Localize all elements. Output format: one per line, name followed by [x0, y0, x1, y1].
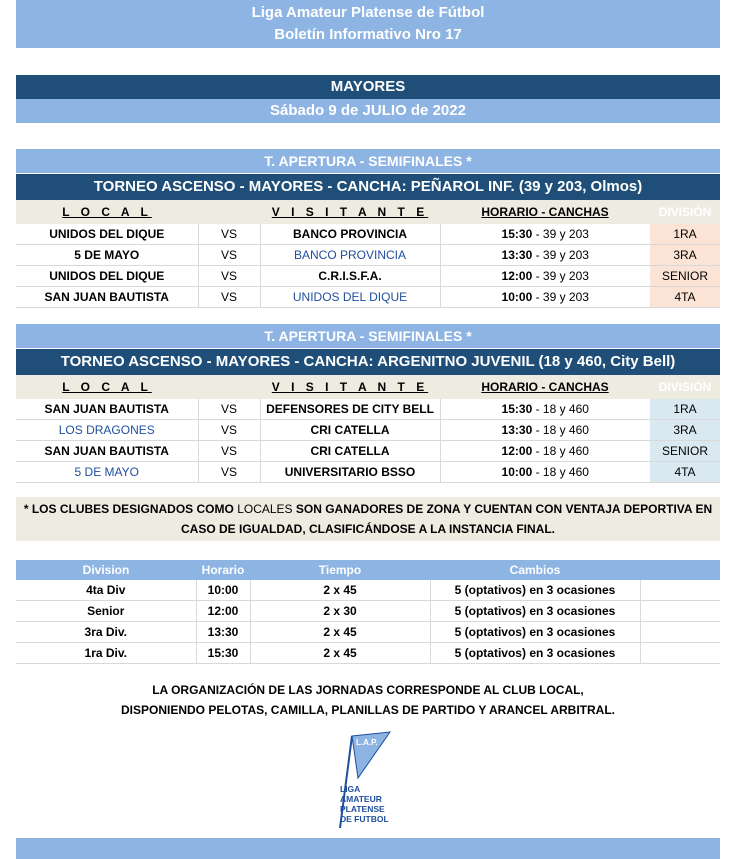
- visitor-team: C.R.I.S.F.A.: [260, 266, 440, 287]
- local-team: 5 DE MAYO: [16, 245, 198, 266]
- organization-line-2: DISPONIENDO PELOTAS, CAMILLA, PLANILLAS DE PARTIDO Y ARANCEL ARBITRAL.: [120, 703, 615, 717]
- division-cell: 1RA: [650, 224, 720, 245]
- match-row: [16, 399, 720, 420]
- organization-line-1: LA ORGANIZACIÓN DE LAS JORNADAS CORRESPONDE AL CLUB LOCAL,: [152, 683, 584, 697]
- match-format-table: [16, 560, 720, 664]
- division-cell: 4ta Div: [16, 580, 196, 601]
- visitor-team: CRI CATELLA: [260, 420, 440, 441]
- duration-cell: 2 x 30: [250, 601, 430, 622]
- match-row: [16, 224, 720, 245]
- match-date: Sábado 9 de JULIO de 2022: [16, 99, 720, 123]
- duration-cell: 2 x 45: [250, 580, 430, 601]
- tournament-title-2: TORNEO ASCENSO - MAYORES - CANCHA: ARGENITNO JUVENIL (18 y 460, City Bell): [16, 349, 720, 375]
- changes-cell: 5 (optativos) en 3 ocasiones: [430, 601, 640, 622]
- local-team: 5 DE MAYO: [16, 462, 198, 483]
- changes-cell: 5 (optativos) en 3 ocasiones: [430, 643, 640, 664]
- bottom-bar: [16, 838, 720, 859]
- league-logo: [332, 728, 412, 836]
- league-name: Liga Amateur Platense de Fútbol: [251, 4, 485, 21]
- versus: VS: [198, 441, 260, 462]
- bulletin-number: Boletín Informativo Nro 17: [274, 26, 462, 43]
- division-cell: SENIOR: [650, 266, 720, 287]
- stage-title-1: T. APERTURA - SEMIFINALES *: [16, 149, 720, 173]
- division-cell: 4TA: [650, 462, 720, 483]
- time-field: 10:00 - 18 y 460: [440, 462, 650, 483]
- local-team: SAN JUAN BAUTISTA: [16, 287, 198, 308]
- versus: VS: [198, 399, 260, 420]
- visitor-team: CRI CATELLA: [260, 441, 440, 462]
- versus: VS: [198, 462, 260, 483]
- visitor-header: V I S I T A N T E: [260, 200, 440, 224]
- versus: VS: [198, 245, 260, 266]
- versus: VS: [198, 287, 260, 308]
- match-row: [16, 420, 720, 441]
- schedule-header: HORARIO - CANCHAS: [440, 200, 650, 224]
- time-field: 15:30 - 18 y 460: [440, 399, 650, 420]
- visitor-team: BANCO PROVINCIA: [260, 224, 440, 245]
- division-header: DIVISIÓN: [650, 375, 720, 399]
- stage-title-2: T. APERTURA - SEMIFINALES *: [16, 324, 720, 348]
- logo-text: LIGA AMATEUR PLATENSE DE FUTBOL: [340, 784, 389, 824]
- time-field: 13:30 - 18 y 460: [440, 420, 650, 441]
- note-line-1: * LOS CLUBES DESIGNADOS COMO LOCALES SON GANADORES DE ZONA Y CUENTAN CON VENTAJA DEPORTIVA EN: [23, 502, 713, 516]
- match-row: [16, 287, 720, 308]
- time-field: 10:00 - 39 y 203: [440, 287, 650, 308]
- visitor-team: UNIDOS DEL DIQUE: [260, 287, 440, 308]
- format-row: [16, 580, 720, 601]
- local-team: UNIDOS DEL DIQUE: [16, 224, 198, 245]
- changes-col-header: Cambios: [430, 560, 640, 580]
- tournament-title-1: TORNEO ASCENSO - MAYORES - CANCHA: PEÑAROL INF. (39 y 203, Olmos): [16, 174, 720, 200]
- match-row: [16, 266, 720, 287]
- fixture-table-2: [16, 375, 720, 483]
- division-cell: Senior: [16, 601, 196, 622]
- versus: VS: [198, 224, 260, 245]
- time-cell: 10:00: [196, 580, 250, 601]
- visitor-team: BANCO PROVINCIA: [260, 245, 440, 266]
- time-field: 13:30 - 39 y 203: [440, 245, 650, 266]
- local-team: SAN JUAN BAUTISTA: [16, 399, 198, 420]
- versus: VS: [198, 420, 260, 441]
- changes-cell: 5 (optativos) en 3 ocasiones: [430, 622, 640, 643]
- match-row: [16, 462, 720, 483]
- local-header: L O C A L: [16, 200, 198, 224]
- local-team: SAN JUAN BAUTISTA: [16, 441, 198, 462]
- qualification-note: [16, 497, 720, 541]
- division-cell: 3ra Div.: [16, 622, 196, 643]
- division-cell: 3RA: [650, 245, 720, 266]
- time-field: 12:00 - 18 y 460: [440, 441, 650, 462]
- time-cell: 13:30: [196, 622, 250, 643]
- format-row: [16, 643, 720, 664]
- fixture-table-1: [16, 200, 720, 308]
- local-header: L O C A L: [16, 375, 198, 399]
- time-field: 12:00 - 39 y 203: [440, 266, 650, 287]
- visitor-header: V I S I T A N T E: [260, 375, 440, 399]
- match-row: [16, 441, 720, 462]
- versus: VS: [198, 266, 260, 287]
- division-cell: 3RA: [650, 420, 720, 441]
- organization-note: [16, 680, 720, 720]
- duration-cell: 2 x 45: [250, 643, 430, 664]
- format-row: [16, 622, 720, 643]
- division-col-header: Division: [16, 560, 196, 580]
- duration-cell: 2 x 45: [250, 622, 430, 643]
- time-cell: 15:30: [196, 643, 250, 664]
- local-team: UNIDOS DEL DIQUE: [16, 266, 198, 287]
- format-row: [16, 601, 720, 622]
- schedule-header: HORARIO - CANCHAS: [440, 375, 650, 399]
- division-header: DIVISIÓN: [650, 200, 720, 224]
- duration-col-header: Tiempo: [250, 560, 430, 580]
- changes-cell: 5 (optativos) en 3 ocasiones: [430, 580, 640, 601]
- category-title: MAYORES: [16, 75, 720, 99]
- match-row: [16, 245, 720, 266]
- division-cell: SENIOR: [650, 441, 720, 462]
- time-col-header: Horario: [196, 560, 250, 580]
- division-cell: 1RA: [650, 399, 720, 420]
- note-line-2: CASO DE IGUALDAD, CLASIFICÁNDOSE A LA INSTANCIA FINAL.: [181, 522, 555, 536]
- local-team: LOS DRAGONES: [16, 420, 198, 441]
- division-cell: 4TA: [650, 287, 720, 308]
- time-cell: 12:00: [196, 601, 250, 622]
- visitor-team: DEFENSORES DE CITY BELL: [260, 399, 440, 420]
- bulletin-header: [16, 0, 720, 48]
- visitor-team: UNIVERSITARIO BSSO: [260, 462, 440, 483]
- logo-flag-text: L.A.P.: [356, 738, 378, 747]
- division-cell: 1ra Div.: [16, 643, 196, 664]
- time-field: 15:30 - 39 y 203: [440, 224, 650, 245]
